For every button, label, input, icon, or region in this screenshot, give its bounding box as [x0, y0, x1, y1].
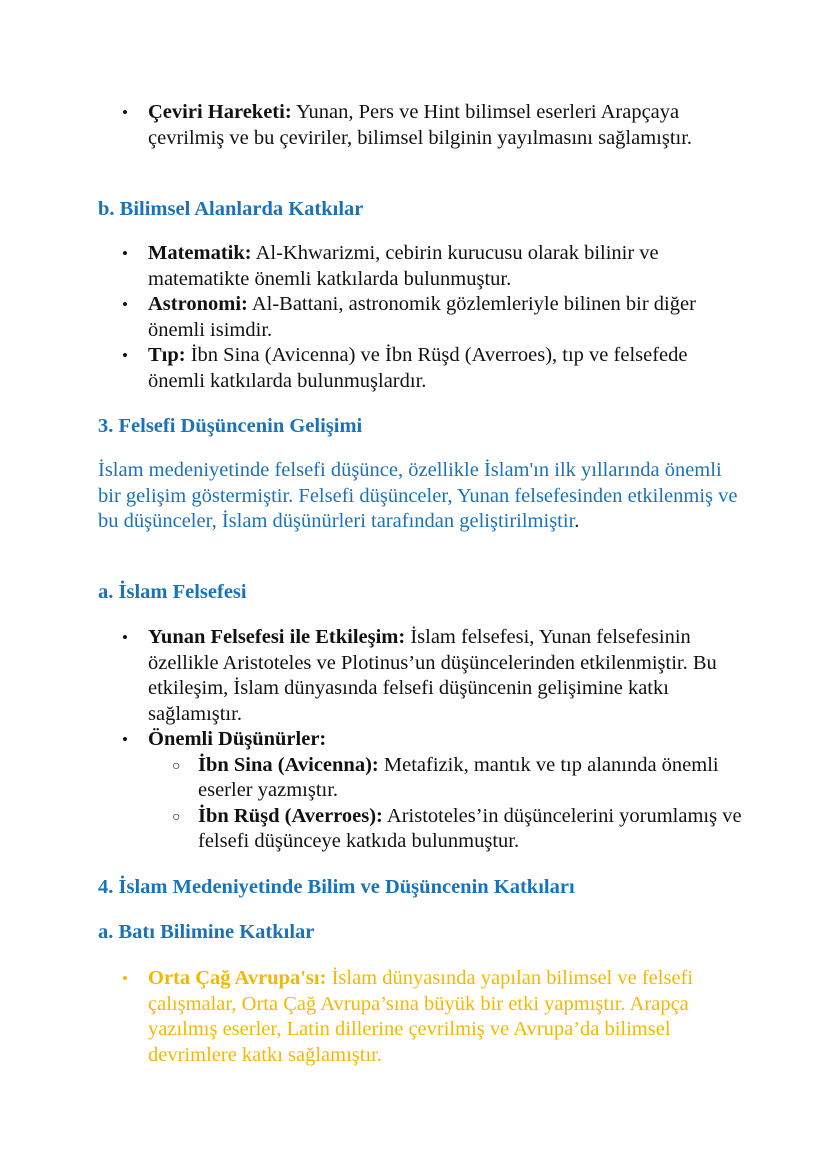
section-heading-4: 4. İslam Medeniyetinde Bilim ve Düşüncenin Katkıları [98, 876, 575, 898]
list-item [122, 966, 748, 1068]
thinkers-sub-list [148, 753, 748, 855]
bullet-circle-icon: ○ [172, 758, 181, 774]
sub-list-item [172, 753, 748, 804]
sub-item-text: Metafizik, mantık ve tıp alanında önemli eserler yazmıştır. [198, 753, 719, 801]
bullet-dot-icon: • [122, 346, 128, 365]
western-science-bullet-list [122, 966, 748, 1068]
list-item [122, 625, 748, 727]
sub-item-term: İbn Rüşd (Averroes): [198, 804, 383, 827]
science-bullet-list [122, 241, 748, 394]
bullet-dot-icon: • [122, 244, 128, 263]
list-item-text: İbn Sina (Avicenna) ve İbn Rüşd (Averroes), tıp ve felsefede önemli katkılarda bulunmuşlardır. [148, 344, 688, 392]
list-item [122, 727, 748, 855]
list-item-term: Matematik: [148, 242, 252, 264]
philosophy-bullet-list [122, 625, 748, 855]
list-item-term: Önemli Düşünürler: [148, 728, 327, 750]
list-item [122, 292, 748, 343]
paragraph-period: . [574, 510, 580, 532]
section-heading-3: 3. Felsefi Düşüncenin Gelişimi [98, 415, 363, 437]
paragraph-text: İslam medeniyetinde felsefi düşünce, özellikle İslam'ın ilk yıllarında önemli bir gelişim göstermiştir. Felsefi düşünceler, Yunan felsefesinden etkilenmiş ve bu düşünceler, İslam düşünürleri tarafından geliştirilmiştir [98, 459, 738, 532]
section-heading-b: b. Bilimsel Alanlarda Katkılar [98, 198, 364, 220]
list-item-term: Orta Çağ Avrupa'sı: [148, 967, 327, 989]
section-heading-3a: a. İslam Felsefesi [98, 581, 247, 603]
list-item [122, 241, 748, 292]
sub-list-item [172, 804, 748, 855]
bullet-circle-icon: ○ [172, 809, 181, 825]
list-item-text: Yunan, Pers ve Hint bilimsel eserleri Arapçaya çevrilmiş ve bu çeviriler, bilimsel bilginin yayılmasını sağlamıştır. [148, 101, 693, 149]
list-item-term: Astronomi: [148, 293, 248, 315]
list-item-term: Yunan Felsefesi ile Etkileşim: [148, 626, 406, 648]
section-3-paragraph [98, 458, 738, 535]
list-item-text: İslam felsefesi, Yunan felsefesinin özellikle Aristoteles ve Plotinus’un düşüncelerinden etkilenmiştir. Bu etkileşim, İslam dünyasında felsefi düşüncenin gelişimine katkı sağlamıştır. [148, 626, 717, 725]
bullet-dot-icon: • [122, 969, 128, 988]
list-item-text: İslam dünyasında yapılan bilimsel ve felsefi çalışmalar, Orta Çağ Avrupa’sına büyük bir etki yapmıştır. Arapça yazılmış eserler, Latin dillerine çevrilmiş ve Avrupa’da bilimsel devrimlere katkı sağlamıştır. [148, 967, 694, 1066]
list-item [122, 343, 748, 394]
bullet-dot-icon: • [122, 628, 128, 647]
sub-item-term: İbn Sina (Avicenna): [198, 753, 379, 776]
intro-bullet-list [122, 100, 748, 151]
list-item-text: Al-Battani, astronomik gözlemleriyle bilinen bir diğer önemli isimdir. [148, 293, 696, 341]
sub-item-text: Aristoteles’in düşüncelerini yorumlamış ve felsefi düşünceye katkıda bulunmuştur. [198, 804, 742, 852]
section-heading-4a: a. Batı Bilimine Katkılar [98, 921, 315, 943]
list-item [122, 100, 748, 151]
list-item-term: Çeviri Hareketi: [148, 101, 292, 123]
bullet-dot-icon: • [122, 295, 128, 314]
list-item-text: Al-Khwarizmi, cebirin kurucusu olarak bilinir ve matematikte önemli katkılarda bulunmuştur. [148, 242, 659, 290]
list-item-term: Tıp: [148, 344, 186, 366]
bullet-dot-icon: • [122, 730, 128, 749]
bullet-dot-icon: • [122, 103, 128, 122]
